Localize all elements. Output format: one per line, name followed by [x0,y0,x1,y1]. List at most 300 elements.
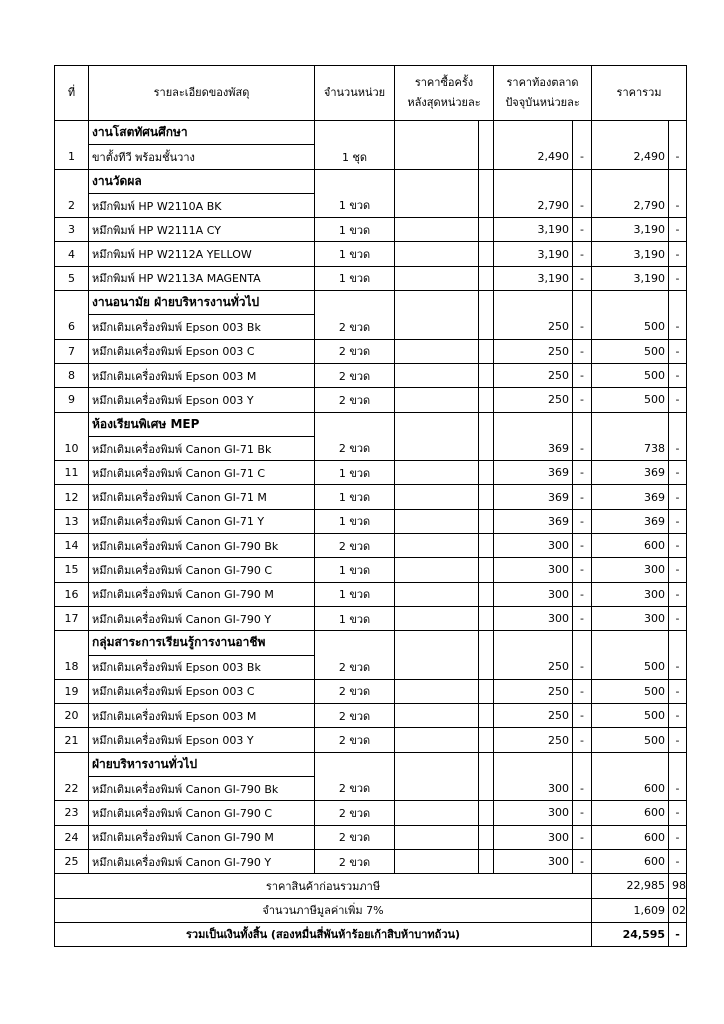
row-total-price: 600 [592,534,669,558]
row-market-satang: - [573,509,592,533]
row-total-satang: - [669,704,687,728]
row-last-purchase-price [395,363,479,387]
row-quantity: 2 ขวด [315,655,395,679]
row-quantity: 1 ขวด [315,218,395,242]
group-qty-cell [315,752,395,776]
row-total-price: 500 [592,704,669,728]
table-row [55,849,687,873]
row-last-purchase-satang [479,558,494,582]
row-number: 9 [55,388,89,412]
header-market-price [494,66,592,121]
row-market-price: 300 [494,849,573,873]
row-total-price: 600 [592,777,669,801]
table-row [55,777,687,801]
row-quantity: 1 ขวด [315,461,395,485]
vat-label: จำนวนภาษีมูลค่าเพิ่ม 7% [55,898,592,922]
group-title: กลุ่มสาระการเรียนรู้การงานอาชีพ [89,631,315,655]
group-buy-sat-cell [479,752,494,776]
row-market-satang: - [573,777,592,801]
row-total-price: 738 [592,436,669,460]
group-market-sat-cell [573,291,592,315]
row-number: 23 [55,801,89,825]
row-last-purchase-satang [479,193,494,217]
row-total-satang: - [669,679,687,703]
row-total-price: 2,490 [592,145,669,169]
subtotal-value: 22,985 [592,874,669,898]
row-total-price: 500 [592,339,669,363]
table-row [55,242,687,266]
group-total-cell [592,752,669,776]
row-quantity: 2 ขวด [315,801,395,825]
row-total-satang: - [669,606,687,630]
table-row [55,388,687,412]
group-buy-sat-cell [479,291,494,315]
header-last-purchase-line2: หลังสุดหน่วยละ [407,96,481,109]
row-last-purchase-satang [479,728,494,752]
row-market-satang: - [573,218,592,242]
group-total-cell [592,412,669,436]
group-total-sat-cell [669,752,687,776]
group-title: ห้องเรียนพิเศษ MEP [89,412,315,436]
row-description: หมึกพิมพ์ HP W2112A YELLOW [89,242,315,266]
row-last-purchase-satang [479,461,494,485]
row-quantity: 1 ขวด [315,266,395,290]
group-market-cell [494,752,573,776]
header-description: รายละเอียดของพัสดุ [89,66,315,121]
row-quantity: 1 ขวด [315,606,395,630]
row-total-satang: - [669,461,687,485]
row-last-purchase-satang [479,777,494,801]
row-number: 2 [55,193,89,217]
row-market-price: 300 [494,558,573,582]
row-total-satang: - [669,801,687,825]
row-number: 17 [55,606,89,630]
row-number: 8 [55,363,89,387]
row-market-satang: - [573,849,592,873]
vat-row [55,898,687,922]
group-market-sat-cell [573,121,592,145]
row-total-satang: - [669,266,687,290]
group-buy-cell [395,169,479,193]
row-market-satang: - [573,485,592,509]
table-row [55,509,687,533]
row-last-purchase-price [395,801,479,825]
grand-total-satang: - [669,922,687,946]
group-total-sat-cell [669,121,687,145]
row-total-price: 3,190 [592,218,669,242]
row-total-price: 300 [592,606,669,630]
row-last-purchase-price [395,509,479,533]
group-title: งานอนามัย ฝ่ายบริหารงานทั่วไป [89,291,315,315]
row-total-satang: - [669,339,687,363]
row-market-satang: - [573,606,592,630]
row-quantity: 2 ขวด [315,436,395,460]
row-total-satang: - [669,728,687,752]
row-last-purchase-price [395,388,479,412]
row-total-satang: - [669,509,687,533]
row-market-price: 369 [494,461,573,485]
row-description: หมึกเติมเครื่องพิมพ์ Canon GI-71 M [89,485,315,509]
row-number: 14 [55,534,89,558]
row-market-price: 3,190 [494,218,573,242]
row-description: หมึกเติมเครื่องพิมพ์ Epson 003 Bk [89,315,315,339]
row-last-purchase-price [395,266,479,290]
row-total-price: 500 [592,679,669,703]
row-last-purchase-price [395,679,479,703]
row-number: 13 [55,509,89,533]
subtotal-row [55,874,687,898]
group-qty-cell [315,169,395,193]
table-row [55,339,687,363]
row-description: หมึกเติมเครื่องพิมพ์ Canon GI-71 C [89,461,315,485]
row-total-satang: - [669,485,687,509]
row-last-purchase-price [395,704,479,728]
row-market-price: 300 [494,534,573,558]
row-description: หมึกเติมเครื่องพิมพ์ Epson 003 Bk [89,655,315,679]
table-header-row [55,66,687,121]
group-no-cell [55,291,89,315]
subtotal-satang: 98 [669,874,687,898]
row-market-satang: - [573,315,592,339]
row-total-price: 600 [592,801,669,825]
row-last-purchase-price [395,339,479,363]
row-description: หมึกเติมเครื่องพิมพ์ Epson 003 C [89,339,315,363]
row-total-satang: - [669,145,687,169]
header-market-line1: ราคาท้องตลาด [506,76,579,89]
row-total-satang: - [669,363,687,387]
row-market-satang: - [573,534,592,558]
row-description: หมึกเติมเครื่องพิมพ์ Epson 003 M [89,363,315,387]
group-qty-cell [315,121,395,145]
row-last-purchase-satang [479,606,494,630]
row-market-satang: - [573,193,592,217]
row-description: หมึกพิมพ์ HP W2110A BK [89,193,315,217]
group-buy-sat-cell [479,121,494,145]
group-market-cell [494,121,573,145]
row-last-purchase-price [395,145,479,169]
group-header-row [55,412,687,436]
group-header-row [55,169,687,193]
table-row [55,606,687,630]
group-total-cell [592,121,669,145]
row-number: 24 [55,825,89,849]
row-last-purchase-price [395,558,479,582]
table-body [55,121,687,874]
row-description: หมึกเติมเครื่องพิมพ์ Canon GI-790 Y [89,849,315,873]
row-last-purchase-satang [479,266,494,290]
row-market-price: 250 [494,388,573,412]
row-last-purchase-price [395,485,479,509]
row-market-price: 300 [494,777,573,801]
row-last-purchase-satang [479,655,494,679]
row-total-satang: - [669,558,687,582]
group-qty-cell [315,412,395,436]
row-total-satang: - [669,777,687,801]
header-last-purchase-price [395,66,494,121]
row-total-price: 500 [592,388,669,412]
table-row [55,193,687,217]
row-last-purchase-satang [479,849,494,873]
row-market-price: 369 [494,509,573,533]
row-market-satang: - [573,825,592,849]
group-no-cell [55,752,89,776]
row-market-price: 250 [494,704,573,728]
vat-value: 1,609 [592,898,669,922]
row-market-price: 250 [494,679,573,703]
row-last-purchase-satang [479,363,494,387]
row-market-price: 250 [494,728,573,752]
row-total-satang: - [669,315,687,339]
row-last-purchase-satang [479,801,494,825]
table-row [55,145,687,169]
row-quantity: 1 ขวด [315,242,395,266]
group-no-cell [55,121,89,145]
row-market-price: 3,190 [494,242,573,266]
row-market-satang: - [573,704,592,728]
row-total-price: 300 [592,582,669,606]
row-last-purchase-price [395,315,479,339]
table-row [55,534,687,558]
table-row [55,485,687,509]
row-last-purchase-satang [479,582,494,606]
table-row [55,825,687,849]
group-market-sat-cell [573,169,592,193]
row-quantity: 2 ขวด [315,679,395,703]
group-title: งานวัดผล [89,169,315,193]
subtotal-label: ราคาสินค้าก่อนรวมภาษี [55,874,592,898]
row-description: หมึกเติมเครื่องพิมพ์ Canon GI-790 C [89,801,315,825]
row-total-price: 600 [592,825,669,849]
group-buy-cell [395,121,479,145]
row-last-purchase-satang [479,242,494,266]
table-row [55,315,687,339]
row-quantity: 2 ขวด [315,728,395,752]
row-quantity: 1 ชุด [315,145,395,169]
row-number: 10 [55,436,89,460]
row-description: หมึกเติมเครื่องพิมพ์ Epson 003 M [89,704,315,728]
row-last-purchase-satang [479,339,494,363]
row-market-price: 250 [494,315,573,339]
row-market-satang: - [573,461,592,485]
row-last-purchase-price [395,825,479,849]
row-market-price: 300 [494,801,573,825]
table-row [55,582,687,606]
grand-total-label: รวมเป็นเงินทั้งสิ้น (สองหมื่นสี่พันห้าร้อยเก้าสิบห้าบาทถ้วน) [55,922,592,946]
row-description: หมึกเติมเครื่องพิมพ์ Epson 003 C [89,679,315,703]
table-row [55,801,687,825]
row-market-price: 250 [494,655,573,679]
row-total-satang: - [669,388,687,412]
row-last-purchase-price [395,436,479,460]
row-market-price: 3,190 [494,266,573,290]
row-market-price: 2,490 [494,145,573,169]
row-total-price: 3,190 [592,242,669,266]
row-number: 21 [55,728,89,752]
group-buy-sat-cell [479,169,494,193]
header-total-price: ราคารวม [592,66,687,121]
row-market-satang: - [573,363,592,387]
group-total-sat-cell [669,169,687,193]
row-market-price: 369 [494,436,573,460]
group-no-cell [55,631,89,655]
row-last-purchase-satang [479,679,494,703]
row-quantity: 1 ขวด [315,558,395,582]
group-total-cell [592,169,669,193]
row-quantity: 1 ขวด [315,582,395,606]
header-no: ที่ [55,66,89,121]
row-number: 25 [55,849,89,873]
group-no-cell [55,412,89,436]
row-last-purchase-price [395,461,479,485]
row-market-satang: - [573,436,592,460]
row-number: 11 [55,461,89,485]
row-total-satang: - [669,436,687,460]
row-market-price: 250 [494,363,573,387]
row-last-purchase-price [395,582,479,606]
group-header-row [55,752,687,776]
group-no-cell [55,169,89,193]
group-header-row [55,631,687,655]
row-quantity: 2 ขวด [315,534,395,558]
row-number: 22 [55,777,89,801]
group-qty-cell [315,631,395,655]
row-description: ขาตั้งทีวี พร้อมชั้นวาง [89,145,315,169]
row-last-purchase-price [395,606,479,630]
row-last-purchase-price [395,193,479,217]
group-total-sat-cell [669,291,687,315]
group-market-cell [494,631,573,655]
row-market-satang: - [573,728,592,752]
vat-satang: 02 [669,898,687,922]
row-number: 16 [55,582,89,606]
group-buy-cell [395,752,479,776]
row-total-satang: - [669,534,687,558]
row-total-satang: - [669,849,687,873]
row-market-satang: - [573,145,592,169]
row-total-price: 500 [592,363,669,387]
row-total-price: 300 [592,558,669,582]
row-market-satang: - [573,266,592,290]
row-last-purchase-satang [479,509,494,533]
row-description: หมึกพิมพ์ HP W2113A MAGENTA [89,266,315,290]
row-last-purchase-price [395,218,479,242]
row-description: หมึกเติมเครื่องพิมพ์ Epson 003 Y [89,728,315,752]
row-quantity: 2 ขวด [315,363,395,387]
group-header-row [55,291,687,315]
table-row [55,728,687,752]
row-description: หมึกเติมเครื่องพิมพ์ Canon GI-790 M [89,825,315,849]
row-market-satang: - [573,339,592,363]
row-quantity: 1 ขวด [315,193,395,217]
row-last-purchase-price [395,534,479,558]
row-quantity: 2 ขวด [315,388,395,412]
row-total-price: 2,790 [592,193,669,217]
group-header-row [55,121,687,145]
row-description: หมึกเติมเครื่องพิมพ์ Canon GI-790 C [89,558,315,582]
group-buy-cell [395,291,479,315]
row-total-satang: - [669,218,687,242]
row-market-satang: - [573,558,592,582]
row-number: 1 [55,145,89,169]
row-quantity: 2 ขวด [315,825,395,849]
row-total-price: 369 [592,509,669,533]
row-total-satang: - [669,582,687,606]
row-market-price: 300 [494,825,573,849]
row-last-purchase-satang [479,218,494,242]
group-market-sat-cell [573,631,592,655]
row-total-price: 500 [592,655,669,679]
group-market-cell [494,169,573,193]
row-last-purchase-satang [479,704,494,728]
group-title: งานโสตทัศนศึกษา [89,121,315,145]
row-last-purchase-price [395,655,479,679]
row-number: 18 [55,655,89,679]
row-number: 7 [55,339,89,363]
row-description: หมึกเติมเครื่องพิมพ์ Canon GI-790 Y [89,606,315,630]
row-last-purchase-price [395,728,479,752]
table-row [55,655,687,679]
row-last-purchase-satang [479,388,494,412]
row-last-purchase-satang [479,534,494,558]
header-market-line2: ปัจจุบันหน่วยละ [505,96,580,109]
row-market-price: 369 [494,485,573,509]
row-quantity: 2 ขวด [315,849,395,873]
row-total-satang: - [669,655,687,679]
group-total-cell [592,631,669,655]
row-description: หมึกเติมเครื่องพิมพ์ Epson 003 Y [89,388,315,412]
row-market-price: 250 [494,339,573,363]
row-market-satang: - [573,388,592,412]
group-total-sat-cell [669,631,687,655]
table-row [55,266,687,290]
row-last-purchase-satang [479,315,494,339]
table-row [55,704,687,728]
row-market-satang: - [573,655,592,679]
group-buy-sat-cell [479,412,494,436]
header-last-purchase-line1: ราคาซื้อครั้ง [414,76,474,89]
table-row [55,363,687,387]
row-description: หมึกพิมพ์ HP W2111A CY [89,218,315,242]
table-row [55,679,687,703]
row-market-price: 300 [494,606,573,630]
row-market-satang: - [573,679,592,703]
group-total-sat-cell [669,412,687,436]
group-title: ฝ่ายบริหารงานทั่วไป [89,752,315,776]
table-row [55,436,687,460]
group-market-sat-cell [573,412,592,436]
row-last-purchase-satang [479,825,494,849]
row-market-satang: - [573,582,592,606]
row-quantity: 2 ขวด [315,339,395,363]
grand-total-value: 24,595 [592,922,669,946]
group-market-cell [494,291,573,315]
row-description: หมึกเติมเครื่องพิมพ์ Canon GI-71 Bk [89,436,315,460]
row-total-price: 600 [592,849,669,873]
grand-total-row [55,922,687,946]
row-last-purchase-price [395,242,479,266]
row-total-price: 500 [592,728,669,752]
row-number: 3 [55,218,89,242]
group-total-cell [592,291,669,315]
group-market-sat-cell [573,752,592,776]
row-number: 4 [55,242,89,266]
row-description: หมึกเติมเครื่องพิมพ์ Canon GI-790 M [89,582,315,606]
row-quantity: 2 ขวด [315,704,395,728]
row-number: 20 [55,704,89,728]
group-qty-cell [315,291,395,315]
row-total-price: 500 [592,315,669,339]
procurement-table [54,65,687,947]
